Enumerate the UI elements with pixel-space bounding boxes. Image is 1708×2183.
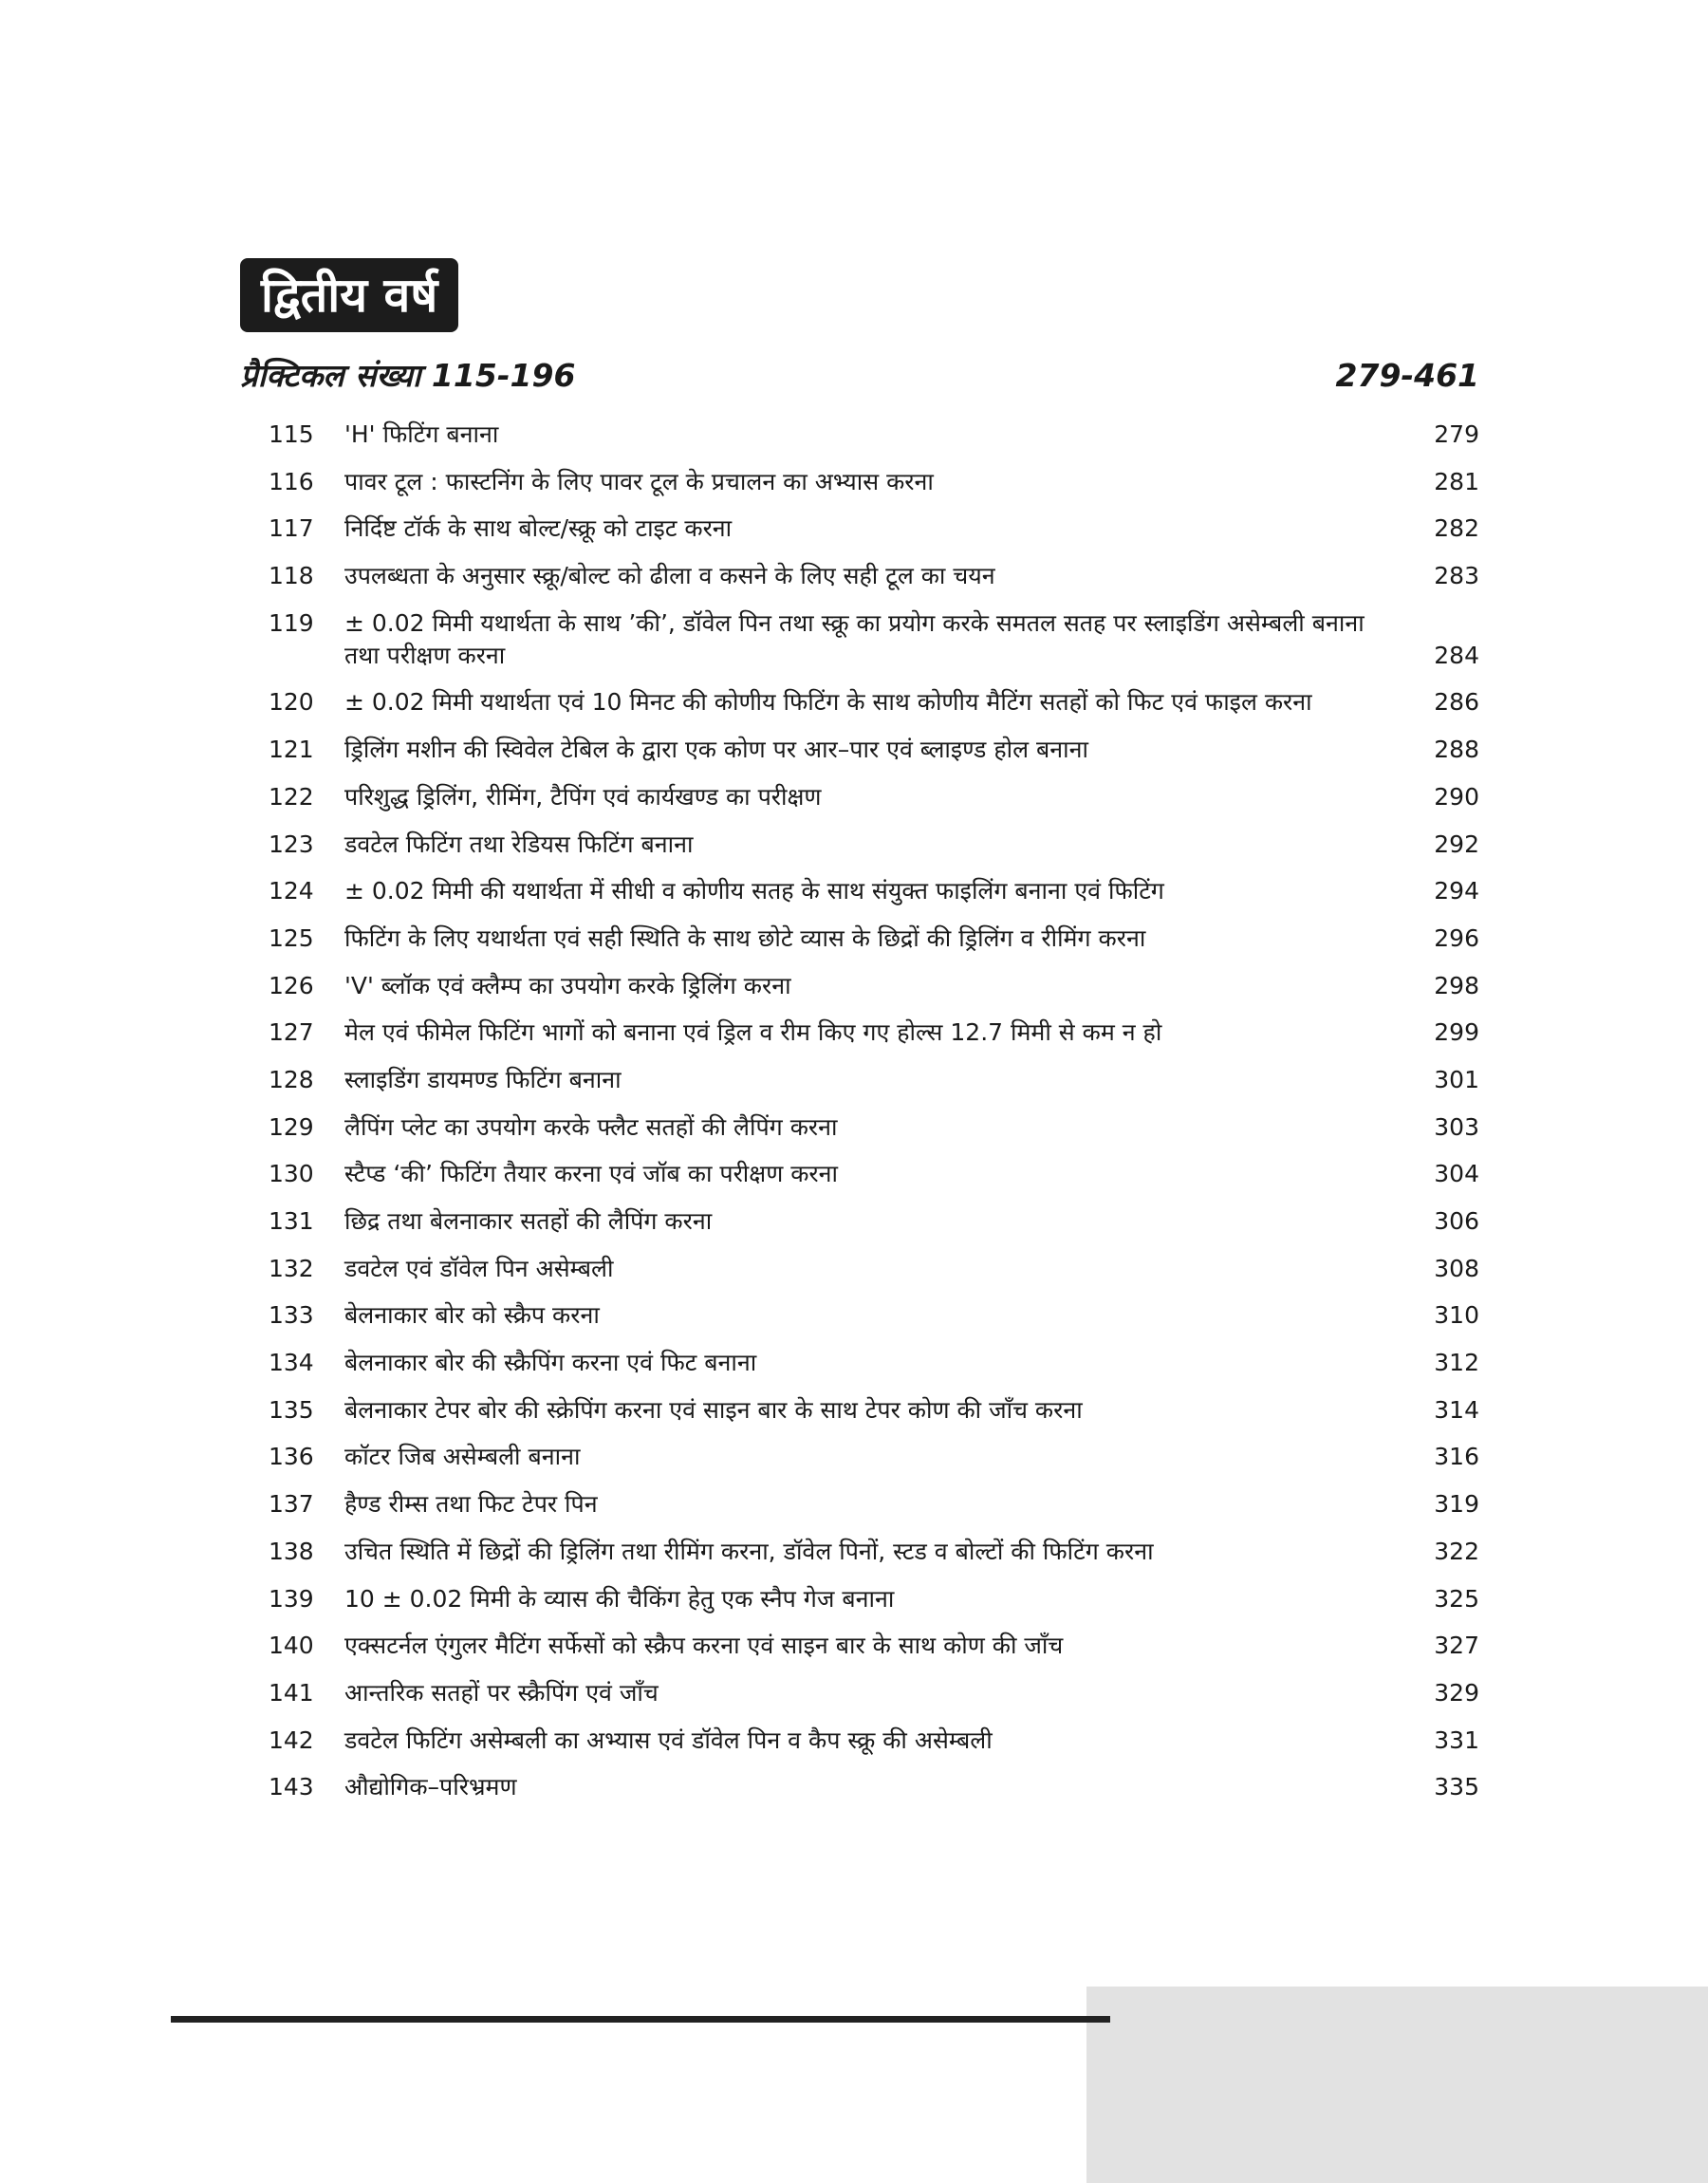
entry-title: पावर टूल : फास्टनिंग के लिए पावर टूल के प्रचालन का अभ्यास करना: [344, 467, 934, 495]
entry-number: 123: [269, 830, 314, 858]
toc-entry: [269, 923, 1479, 970]
toc-entry: [269, 513, 1479, 560]
entry-page: 310: [1434, 1301, 1479, 1330]
section-header: [240, 353, 1479, 399]
entry-number: 138: [269, 1537, 314, 1565]
toc-entry: [269, 1536, 1479, 1583]
toc-entry: [269, 419, 1479, 466]
entry-number: 132: [269, 1254, 314, 1282]
entry-title: कॉटर जिब असेम्बली बनाना: [344, 1443, 581, 1471]
entry-number: 143: [269, 1773, 314, 1801]
entry-page: 298: [1434, 971, 1479, 999]
entry-page: 286: [1434, 688, 1479, 717]
toc-entry: [269, 1583, 1479, 1631]
entry-number: 119: [269, 608, 314, 637]
entry-page: 284: [1434, 641, 1479, 669]
entry-number: 135: [269, 1395, 314, 1424]
entry-title: फिटिंग के लिए यथार्थता एवं सही स्थिति के साथ छोटे व्यास के छिद्रों की ड्रिलिंग व रीमिंग करना: [344, 924, 1146, 952]
entry-page: 294: [1434, 877, 1479, 905]
entry-title: मेल एवं फीमेल फिटिंग भागों को बनाना एवं ड्रिल व रीम किए गए होल्स 12.7 मिमी से कम न हो: [344, 1018, 1162, 1047]
toc-entry: [269, 1158, 1479, 1205]
toc-entry: [269, 1677, 1479, 1725]
entry-number: 117: [269, 514, 314, 543]
toc-entry: [269, 686, 1479, 734]
entry-page: 292: [1434, 830, 1479, 858]
toc-entry: [269, 1299, 1479, 1347]
entry-page: 282: [1434, 514, 1479, 543]
entry-title: ± 0.02 मिमी यथार्थता एवं 10 मिनट की कोणीय फिटिंग के साथ कोणीय मैटिंग सतहों को फिट एवं फाइल करना: [344, 688, 1312, 717]
toc-entry: [269, 1441, 1479, 1488]
toc-entry: [269, 829, 1479, 876]
toc-entry: [269, 1205, 1479, 1253]
entry-number: 140: [269, 1632, 314, 1660]
toc-entry: [269, 1347, 1479, 1394]
entry-page: 288: [1434, 736, 1479, 764]
entry-number: 141: [269, 1678, 314, 1707]
toc-entry: [269, 1725, 1479, 1772]
page-range: 279-461: [1335, 357, 1479, 394]
entry-title: ± 0.02 मिमी की यथार्थता में सीधी व कोणीय सतह के साथ संयुक्त फाइलिंग बनाना एवं फिटिंग: [344, 877, 1164, 905]
entry-page: 329: [1434, 1678, 1479, 1707]
table-of-contents: [269, 419, 1479, 1819]
entry-number: 115: [269, 420, 314, 448]
entry-title: बेलनाकार बोर को स्क्रैप करना: [344, 1301, 600, 1330]
toc-entry: [269, 560, 1479, 607]
entry-number: 127: [269, 1018, 314, 1047]
entry-number: 129: [269, 1112, 314, 1141]
entry-page: 308: [1434, 1254, 1479, 1282]
entry-page: 306: [1434, 1207, 1479, 1235]
entry-number: 124: [269, 877, 314, 905]
entry-title: 'H' फिटिंग बनाना: [344, 420, 499, 448]
entry-title: छिद्र तथा बेलनाकार सतहों की लैपिंग करना: [344, 1207, 713, 1235]
entry-number: 125: [269, 924, 314, 952]
entry-title: एक्सटर्नल एंगुलर मैटिंग सर्फेसों को स्क्रैप करना एवं साइन बार के साथ कोण की जाँच: [344, 1632, 1064, 1660]
entry-title: ± 0.02 मिमी यथार्थता के साथ ’की’, डॉवेल पिन तथा स्क्रू का प्रयोग करके समतल सतह पर स्लाइडिंग असेम्बली बनाना तथा परीक्षण करना: [344, 608, 1365, 669]
entry-title: उचित स्थिति में छिद्रों की ड्रिलिंग तथा रीमिंग करना, डॉवेल पिनों, स्टड व बोल्टों की फिटिंग करना: [344, 1537, 1154, 1565]
toc-entry: [269, 970, 1479, 1017]
entry-page: 314: [1434, 1395, 1479, 1424]
entry-page: 325: [1434, 1584, 1479, 1613]
toc-entry: [269, 1253, 1479, 1300]
entry-number: 122: [269, 782, 314, 811]
entry-page: 327: [1434, 1632, 1479, 1660]
entry-title: डवटेल फिटिंग असेम्बली का अभ्यास एवं डॉवेल पिन व कैप स्क्रू की असेम्बली: [344, 1726, 993, 1754]
entry-number: 121: [269, 736, 314, 764]
entry-number: 130: [269, 1160, 314, 1188]
entry-page: 304: [1434, 1160, 1479, 1188]
toc-entry: [269, 607, 1479, 687]
entry-title: बेलनाकार बोर की स्क्रैपिंग करना एवं फिट बनाना: [344, 1349, 757, 1377]
entry-title: स्टैप्ड ‘की’ फिटिंग तैयार करना एवं जॉब का परीक्षण करना: [344, 1160, 838, 1188]
year-badge: द्वितीय वर्ष: [240, 258, 458, 332]
entry-page: 316: [1434, 1443, 1479, 1471]
entry-title: निर्दिष्ट टॉर्क के साथ बोल्ट/स्क्रू को टाइट करना: [344, 514, 733, 543]
entry-title: परिशुद्ध ड्रिलिंग, रीमिंग, टैपिंग एवं कार्यखण्ड का परीक्षण: [344, 782, 822, 811]
toc-entry: [269, 875, 1479, 923]
footer-rule: [171, 2016, 1110, 2023]
toc-entry: [269, 1488, 1479, 1536]
toc-entry: [269, 1111, 1479, 1159]
entry-number: 116: [269, 467, 314, 495]
footer-corner-block: [1086, 1987, 1708, 2183]
entry-number: 133: [269, 1301, 314, 1330]
entry-title: डवटेल एवं डॉवेल पिन असेम्बली: [344, 1254, 614, 1282]
entry-title: स्लाइडिंग डायमण्ड फिटिंग बनाना: [344, 1065, 622, 1093]
entry-title: लैपिंग प्लेट का उपयोग करके फ्लैट सतहों की लैपिंग करना: [344, 1112, 838, 1141]
entry-title: उपलब्धता के अनुसार स्क्रू/बोल्ट को ढीला व कसने के लिए सही टूल का चयन: [344, 562, 995, 590]
toc-entry: [269, 1064, 1479, 1111]
entry-number: 126: [269, 971, 314, 999]
entry-number: 131: [269, 1207, 314, 1235]
entry-number: 142: [269, 1726, 314, 1754]
entry-page: 279: [1434, 420, 1479, 448]
entry-page: 299: [1434, 1018, 1479, 1047]
entry-title: 10 ± 0.02 मिमी के व्यास की चैकिंग हेतु एक स्नैप गेज बनाना: [344, 1584, 895, 1613]
entry-title: 'V' ब्लॉक एवं क्लैम्प का उपयोग करके ड्रिलिंग करना: [344, 971, 791, 999]
entry-title: बेलनाकार टेपर बोर की स्क्रेपिंग करना एवं साइन बार के साथ टेपर कोण की जाँच करना: [344, 1395, 1083, 1424]
entry-page: 281: [1434, 467, 1479, 495]
entry-page: 322: [1434, 1537, 1479, 1565]
entry-page: 319: [1434, 1490, 1479, 1519]
entry-title: आन्तरिक सतहों पर स्क्रैपिंग एवं जाँच: [344, 1678, 659, 1707]
entry-page: 283: [1434, 562, 1479, 590]
toc-entry: [269, 1017, 1479, 1064]
entry-number: 139: [269, 1584, 314, 1613]
entry-page: 335: [1434, 1773, 1479, 1801]
entry-number: 137: [269, 1490, 314, 1519]
entry-page: 312: [1434, 1349, 1479, 1377]
entry-page: 296: [1434, 924, 1479, 952]
section-label: प्रैक्टिकल संख्या 115-196: [240, 357, 576, 394]
entry-title: औद्योगिक–परिभ्रमण: [344, 1773, 517, 1801]
toc-entry: [269, 734, 1479, 781]
entry-page: 301: [1434, 1065, 1479, 1093]
entry-number: 128: [269, 1065, 314, 1093]
entry-page: 331: [1434, 1726, 1479, 1754]
toc-entry: [269, 1771, 1479, 1819]
entry-title: ड्रिलिंग मशीन की स्विवेल टेबिल के द्वारा एक कोण पर आर–पार एवं ब्लाइण्ड होल बनाना: [344, 736, 1088, 764]
entry-number: 136: [269, 1443, 314, 1471]
toc-entry: [269, 466, 1479, 513]
entry-number: 118: [269, 562, 314, 590]
toc-entry: [269, 1630, 1479, 1677]
toc-entry: [269, 781, 1479, 829]
entry-title: हैण्ड रीम्स तथा फिट टेपर पिन: [344, 1490, 598, 1519]
entry-title: डवटेल फिटिंग तथा रेडियस फिटिंग बनाना: [344, 830, 694, 858]
entry-number: 120: [269, 688, 314, 717]
entry-number: 134: [269, 1349, 314, 1377]
entry-page: 290: [1434, 782, 1479, 811]
toc-entry: [269, 1394, 1479, 1442]
entry-page: 303: [1434, 1112, 1479, 1141]
